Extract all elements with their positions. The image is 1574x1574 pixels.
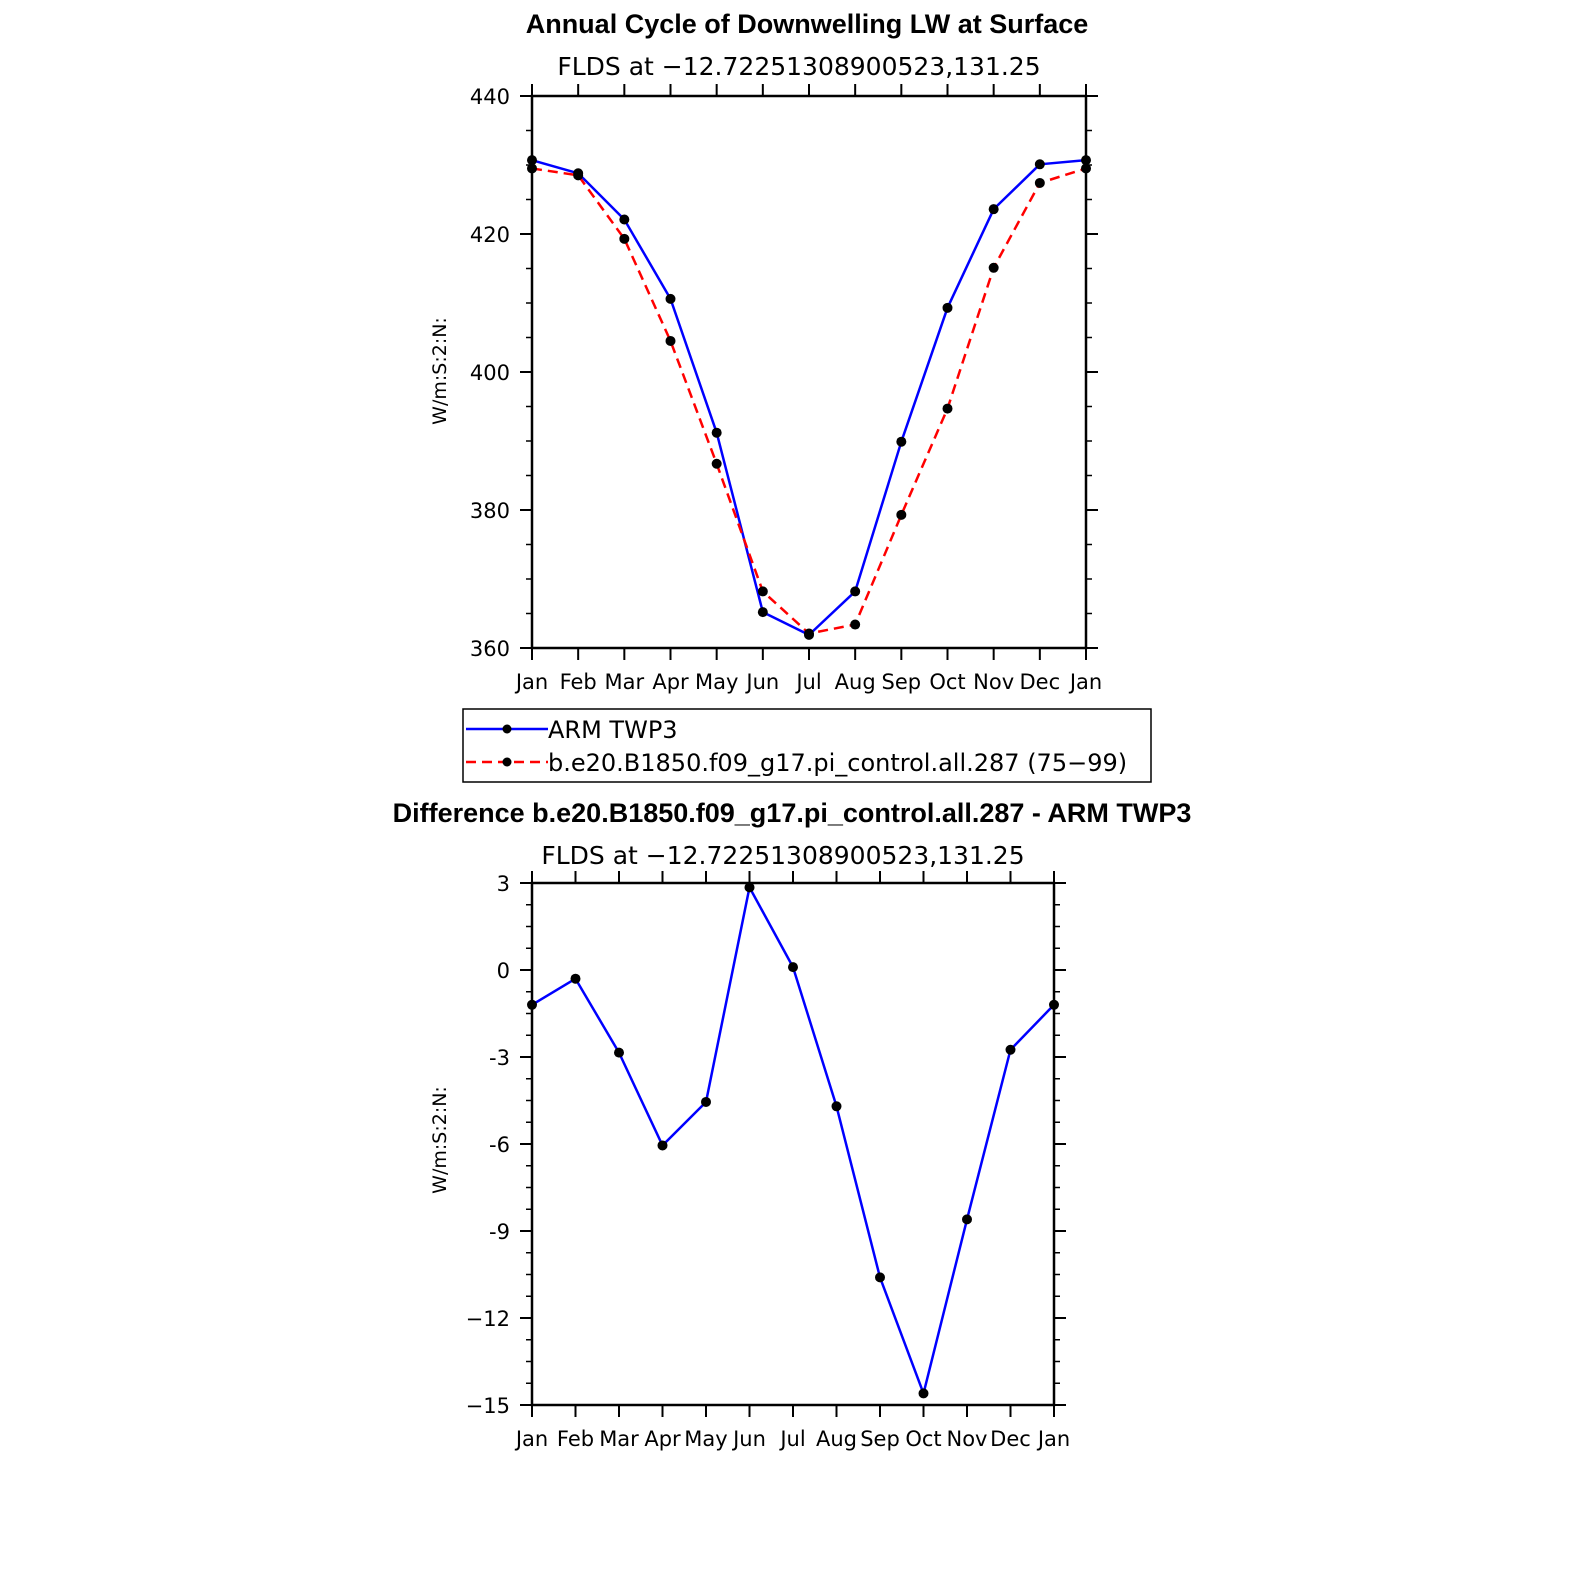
bottom-chart-series-0-point (701, 1097, 711, 1107)
top-chart-series-0-point (896, 437, 906, 447)
bottom-chart-series-0-point (527, 1000, 537, 1010)
top-chart-xtick-label: Dec (1019, 670, 1061, 694)
top-chart-series-1-point (804, 629, 814, 639)
top-chart-series-1-point (989, 263, 999, 273)
top-chart-xtick-label: May (694, 670, 739, 694)
bottom-chart-ytick-label: −15 (465, 1394, 510, 1418)
bottom-chart-ytick-label: 0 (496, 959, 510, 983)
legend-marker-arm (503, 725, 512, 734)
bottom-chart-xtick-label: Jan (1037, 1427, 1071, 1451)
top-chart-series-1-point (573, 170, 583, 180)
top-chart-ytick-label: 440 (469, 85, 510, 109)
top-chart-series-0-point (758, 607, 768, 617)
top-chart-series-1-point (666, 336, 676, 346)
top-chart-xtick-label: Oct (929, 670, 966, 694)
bottom-chart-xtick-label: Feb (556, 1427, 595, 1451)
top-chart-plot (470, 84, 1102, 694)
top-chart-series-0-point (943, 303, 953, 313)
bottom-chart-ylabel: W/m:S:2:N: (429, 1086, 451, 1194)
bottom-chart-series-0-point (1006, 1045, 1016, 1055)
bottom-chart-xtick-label: Mar (599, 1427, 639, 1451)
top-chart-xtick-label: Jan (1069, 670, 1103, 694)
top-chart-xtick-label: Nov (973, 670, 1015, 694)
top-chart-series-0-point (989, 204, 999, 214)
top-chart-frame (532, 96, 1086, 648)
top-chart-series-0-point (712, 428, 722, 438)
top-chart-series-0-point (666, 294, 676, 304)
bottom-chart-series-0-point (832, 1101, 842, 1111)
top-chart-xtick-label: Feb (559, 670, 597, 694)
bottom-chart-series-0-point (658, 1140, 668, 1150)
top-chart-subtitle: FLDS at −12.72251308900523,131.25 (557, 52, 1041, 81)
top-chart-series-1-point (712, 459, 722, 469)
bottom-chart-xtick-label: Apr (644, 1427, 681, 1451)
top-chart-series-1-point (758, 586, 768, 596)
bottom-chart-xtick-label: Nov (946, 1427, 988, 1451)
bottom-chart-subtitle: FLDS at −12.72251308900523,131.25 (541, 841, 1025, 870)
bottom-chart-ytick-label: -9 (489, 1220, 510, 1244)
bottom-chart-frame (532, 883, 1054, 1405)
top-chart-xtick-label: Jan (515, 670, 549, 694)
top-chart-series-1-point (527, 163, 537, 173)
bottom-chart-ytick-label: -6 (489, 1133, 510, 1157)
top-chart-xtick-label: Sep (881, 670, 922, 694)
top-chart-series-1-point (619, 234, 629, 244)
legend (463, 709, 1151, 782)
bottom-chart-ytick-label: 3 (496, 872, 510, 896)
top-chart-series-1-point (1035, 178, 1045, 188)
top-chart-ytick-label: 400 (469, 361, 510, 385)
bottom-chart-ytick-label: -3 (489, 1046, 510, 1070)
bottom-chart-xtick-label: Jul (780, 1427, 806, 1451)
top-chart-series-0-point (850, 586, 860, 596)
bottom-chart-xtick-label: Aug (815, 1427, 858, 1451)
bottom-chart-plot (466, 871, 1071, 1451)
bottom-chart-series-0-point (571, 974, 581, 984)
bottom-chart-xtick-label: Jun (733, 1427, 766, 1451)
bottom-chart-series-0-point (1049, 1000, 1059, 1010)
top-chart-title: Annual Cycle of Downwelling LW at Surface (525, 9, 1089, 39)
legend-label-arm: ARM TWP3 (548, 716, 678, 744)
bottom-chart-xtick-label: Jan (515, 1427, 549, 1451)
top-chart-series-1-point (850, 620, 860, 630)
bottom-chart-ytick-label: −12 (465, 1307, 510, 1331)
bottom-chart-title: Difference b.e20.B1850.f09_g17.pi_control.all.287 - ARM TWP3 (392, 798, 1192, 828)
top-chart-series-1-point (943, 404, 953, 414)
bottom-chart-xtick-label: May (684, 1427, 728, 1451)
bottom-chart-series-0-point (875, 1272, 885, 1282)
top-chart-xtick-label: Mar (604, 670, 645, 694)
bottom-chart-series-0-point (919, 1388, 929, 1398)
bottom-chart-series-0-point (745, 882, 755, 892)
top-chart-series-1-point (896, 510, 906, 520)
bottom-chart-series-0-point (788, 962, 798, 972)
bottom-chart-series-0-point (962, 1214, 972, 1224)
top-chart-ytick-label: 380 (469, 499, 510, 523)
legend-label-model: b.e20.B1850.f09_g17.pi_control.all.287 (75−99) (548, 749, 1128, 777)
top-chart-series-1-point (1081, 163, 1091, 173)
bottom-chart-xtick-label: Sep (860, 1427, 900, 1451)
top-chart-series-0-line (532, 160, 1086, 635)
legend-marker-model (503, 758, 512, 767)
top-chart-series-1-line (532, 168, 1086, 633)
top-chart-ytick-label: 360 (469, 637, 510, 661)
top-chart-xtick-label: Jul (796, 670, 822, 694)
top-chart-xtick-label: Apr (652, 670, 689, 694)
bottom-chart-xtick-label: Dec (990, 1427, 1031, 1451)
top-chart-ytick-label: 420 (469, 223, 510, 247)
top-chart-ylabel: W/m:S:2:N: (429, 317, 451, 425)
top-chart-series-0-point (619, 215, 629, 225)
top-chart-xtick-label: Aug (834, 670, 876, 694)
top-chart-xtick-label: Jun (746, 670, 780, 694)
bottom-chart-xtick-label: Oct (905, 1427, 942, 1451)
top-chart-series-0-point (1035, 159, 1045, 169)
bottom-chart-series-0-point (614, 1048, 624, 1058)
